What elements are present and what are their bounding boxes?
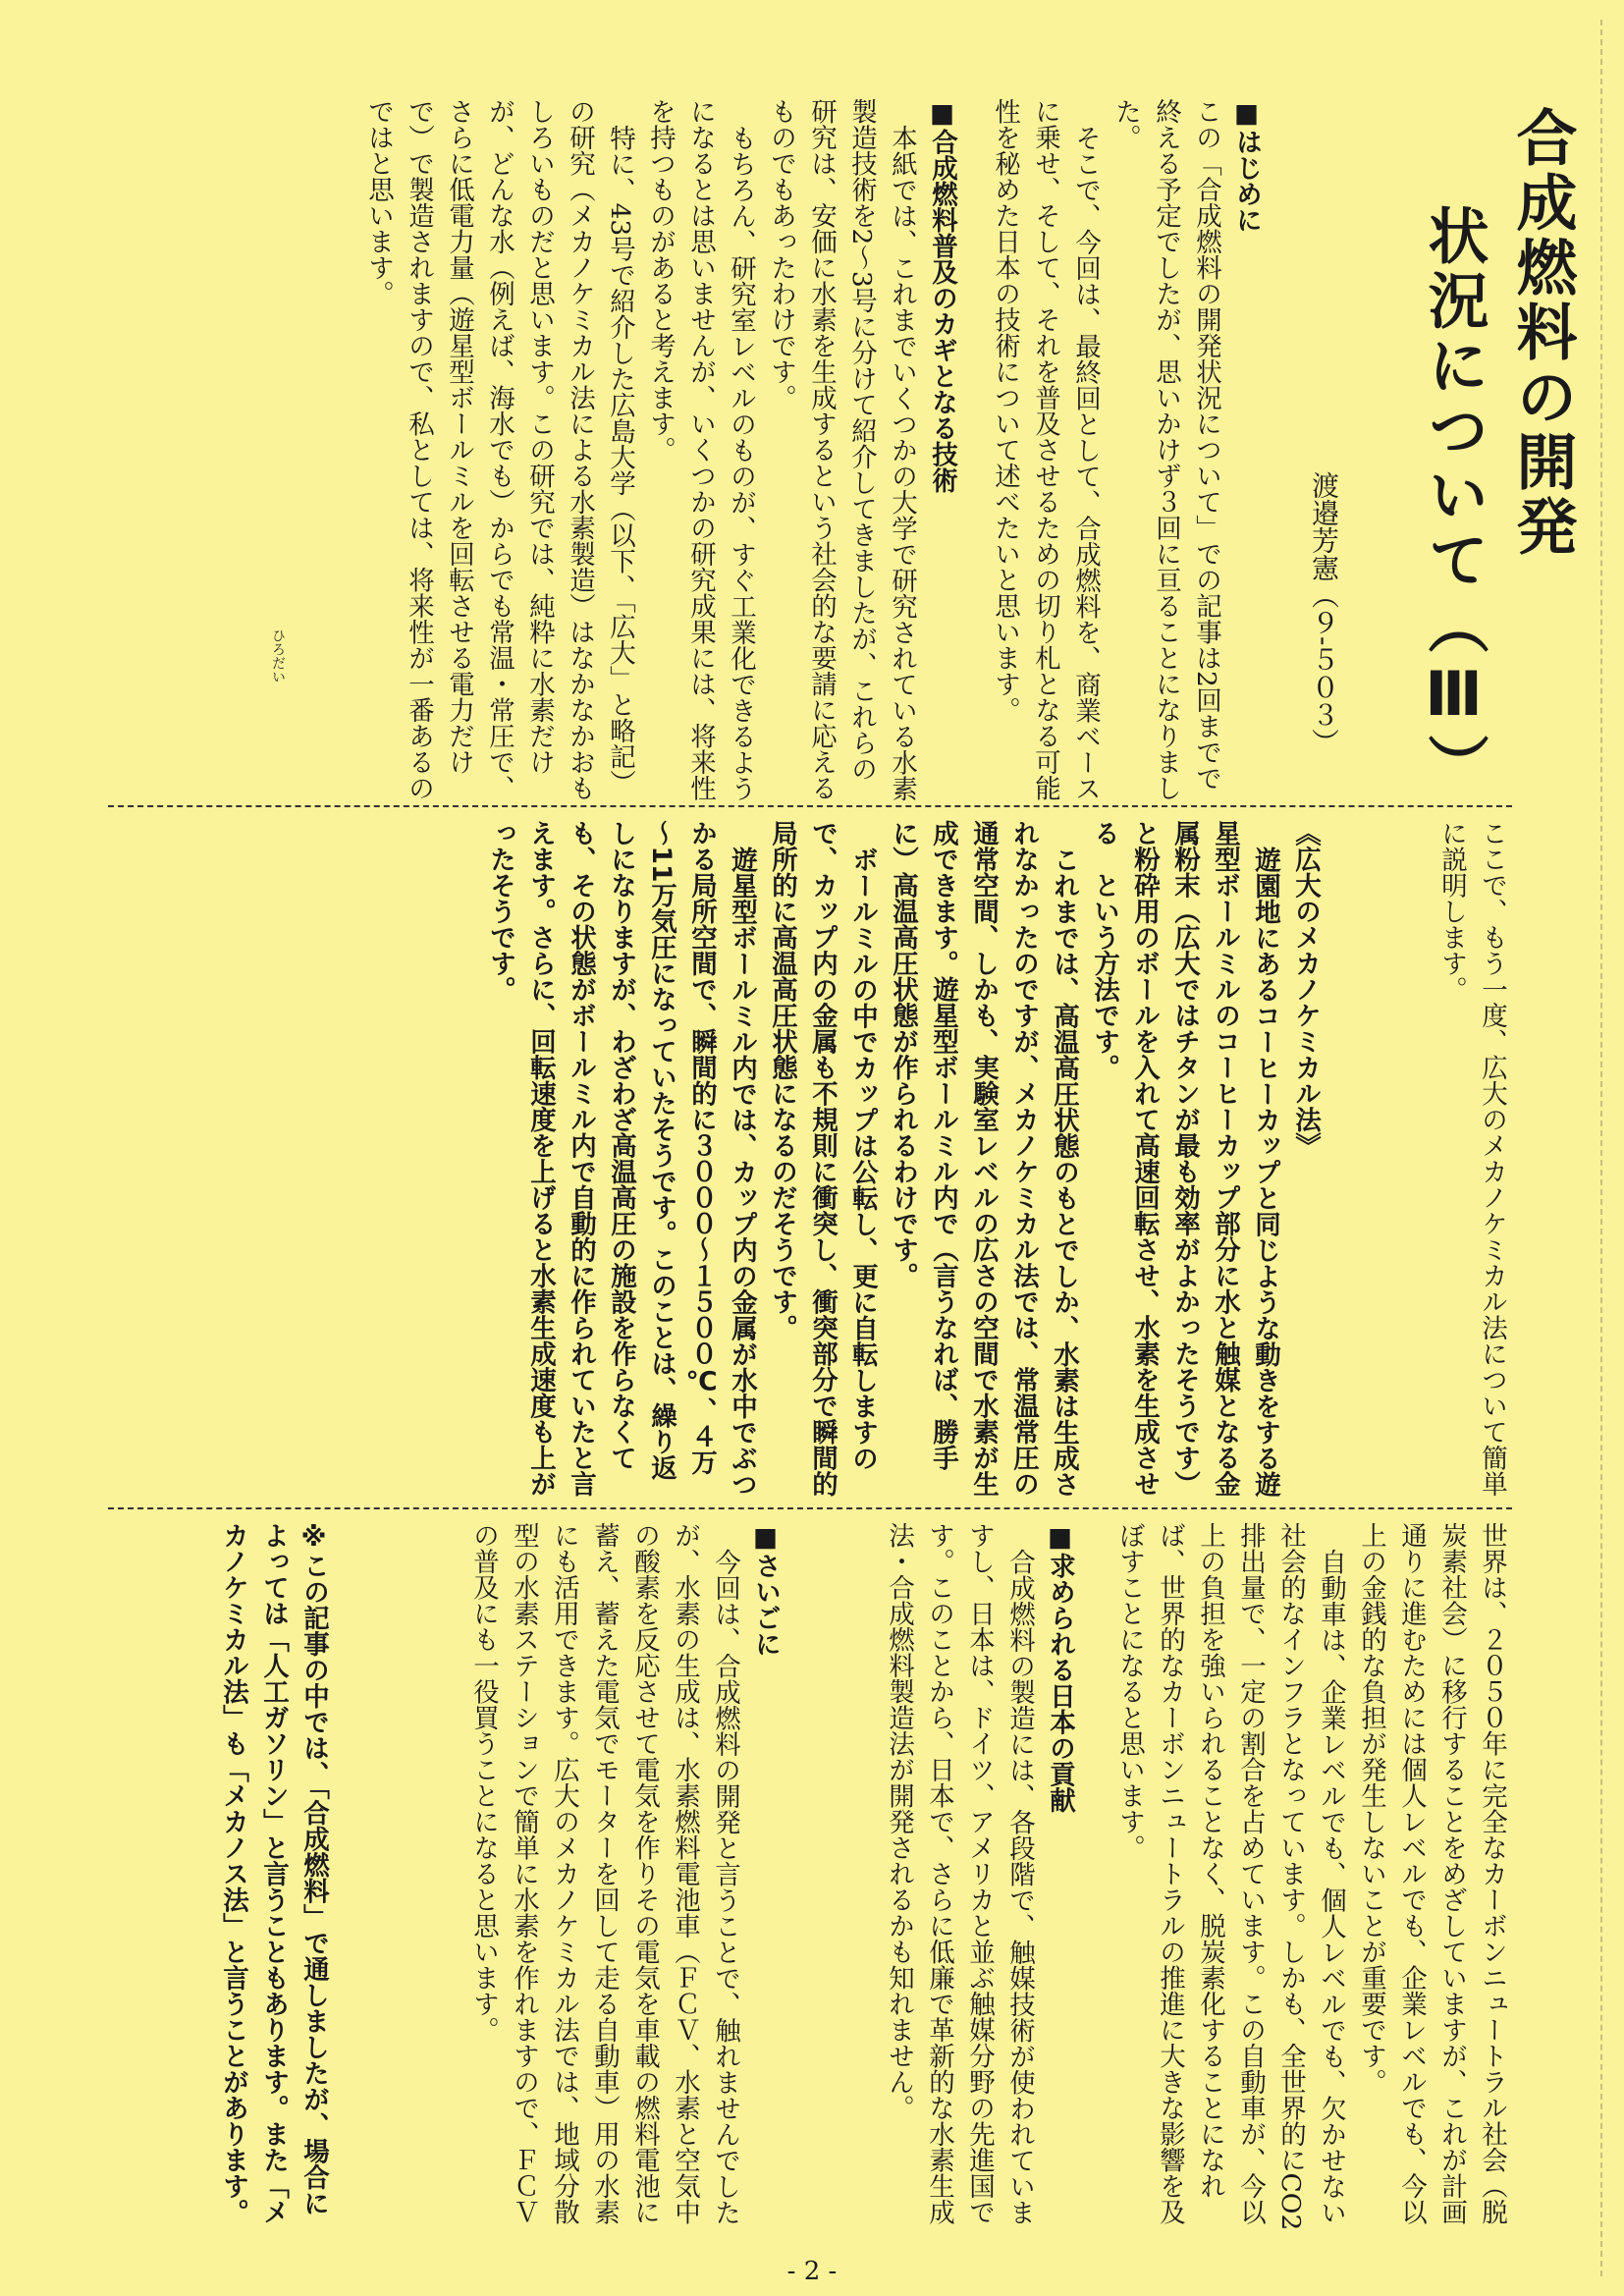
intro-paragraph-3 [982,98,985,805]
key-tech-paragraph-1: 本紙では、これまでいくつかの大学で研究されている水素製造技術を2～3号に分けて紹介してきましたが、これらの研究は、安価に水素を生成するという社会的な要請に応えるものでもあったわけです。 [766,98,917,801]
hiroshima-paragraph-1: 遊園地にあるコーヒーカップと同じような動きをする遊星型ボールミルのコーヒーカップ部分に水と触媒となる金属粉末（広大ではチタンが最も効率がよかったそうです）と粉砕用のボールを入れて高速回転させ、水素を生成させる という方法です。 [1089,820,1280,1497]
section-closing [344,1522,785,2239]
closing-heading: ■さいごに [750,1522,781,1657]
hiroshima-paragraph-5: 世界は、２０５０年に完全なカーボンニュートラル社会（脱炭素社会）に移行することをめざしていますが、これが計画通りに進むためには個人レベルでも、企業レベルでも、今以上の金銭的な負担が発生しないことが重要です。 [1356,1522,1507,2225]
intro-paragraph-1: この「合成燃料の開発状況について」での記事は2回までで終える予定でしたが、思いかけず３回に亘ることになりました。 [1110,98,1221,801]
closing-paragraph-1: 今回は、合成燃料の開発と言うことで、触れませんでしたが、水素の生成は、水素燃料電池車（ＦＣＶ、水素と空気中の酸素を反応させて電気を作りその電気を車載の燃料電池に蓄え、蓄えた電気でモーターを回して走る自動車）用の水素にも活用できます。広大のメカノケミカル法では、地域分散型の水素ステーションで簡単に水素を作れますので、ＦＣＶの普及にも一役買うことになると思います。 [468,1522,740,2225]
title-line-2: 状況について（Ⅲ） [1418,204,1489,798]
section-carbon-neutral [1090,1522,1512,2239]
divider-2 [108,1507,1512,1509]
hiroshima-paragraph-2: これまでは、高温高圧状態のもとでしか、水素は生成されなかったのですが、メカノケミカル法では、常温常圧の通常空間、しかも、実験室レベルの広さの空間で水素が生成できます。遊星型ボールミル内で（言うなれば、勝手に）高温高圧状態が作られるわけです。 [888,820,1079,1497]
author-byline: 渡邉芳憲（９-５０３） [1308,471,1340,756]
hiroshima-heading: 《広大のメカノケミカル法》 [1290,820,1321,1159]
section-note [108,1522,334,2239]
key-tech-paragraph-4: ここで、もう一度、広大のメカノケミカル法について簡単に説明します。 [1436,820,1507,1497]
intro-paragraph-2: そこで、今回は、最終回として、合成燃料を、商業ベースに乗せ、そして、それを普及させるための切り札となる可能性を秘めた日本の技術について述べたいと思います。 [990,98,1101,801]
hiroshima-paragraph-3: ボールミルの中でカップは公転し、更に自転しますので、カップ内の金属も不規則に衝突し、衝突部分で瞬間的局所的に高温高圧状態になるのだそうです。 [767,820,878,1497]
hiroshima-paragraph-4: 遊星型ボールミル内では、カップ内の金属が水中でぶつかる局所空間で、瞬間的に３０００～１５００℃、４万～11万気圧になっていたそうです。このことは、繰り返しになりますが、わざわざ高温高圧の施設を作らなくても、その状態がボールミル内で自動的に作られていたと言えます。さらに、回転速度を上げると水素生成速度も上がったそうです。 [485,820,757,1497]
divider-1 [108,805,1512,807]
section-intro [982,98,1267,805]
intro-heading: ■はじめに [1231,98,1262,233]
section-hiroshima-method [108,820,1326,1498]
hiroshima-paragraph-6: 自動車は、企業レベルでも、個人レベルでも、欠かせない社会的なインフラとなっています。しかも、全世界的にCO2排出量で、一定の割合を占めています。この自動車が、今以上の負担を強いられることなく、脱炭素化することになれば、世界的なカーボンニュートラルの推進に大きな影響を及ぼすことになると思います。 [1114,1522,1346,2231]
key-tech-paragraph-3: 特に、43号で紹介した広島大学（以下、「広大」と略記）の研究（メカノケミカル法による水素製造）はなかなかおもしろいものだと思います。この研究では、純粋に水素だけが、どんな水（例えば、海水でも）からでも常温・常圧で、さらに低電力量（遊星型ボールミルを回転させる電力だけで）で製造されますので、私としては、将来性が一番あるのではと思います。 [363,98,635,801]
section-key-tech-continued [1335,820,1512,1498]
key-tech-heading: ■合成燃料普及のカギとなる技術 [927,98,957,493]
page-number: - 2 - [786,2257,838,2286]
ruby-hirodai: ひろだい [270,629,286,683]
section-japan-contribution [795,1522,1080,2239]
japan-heading: ■求められる日本の貢献 [1045,1522,1075,1813]
note-paragraph: ※この記事の中では、「合成燃料」で通しましたが、場合によっては「人工ガソリン」と言うこともあります。また「メカノケミカル法」も「メカノス法」と言うことがあります。 [218,1522,329,2225]
title-line-1: 合成燃料の開発 [1506,106,1578,560]
japan-paragraph-1: 合成燃料の製造には、各段階で、触媒技術が使われていますし、日本は、ドイツ、アメリカと並ぶ触媒分野の先進国です。このことから、日本で、さらに低廉で革新的な水素生成法・合成燃料製造法が開発されるかも知れません。 [884,1522,1035,2225]
section-key-technology [108,98,962,805]
key-tech-paragraph-2: もちろん、研究室レベルのものが、すぐ工業化できるようになるとは思いませんが、いくつかの研究成果には、将来性を持つものがあると考えます。 [645,98,756,801]
page-edge-divider [1600,20,1602,2276]
